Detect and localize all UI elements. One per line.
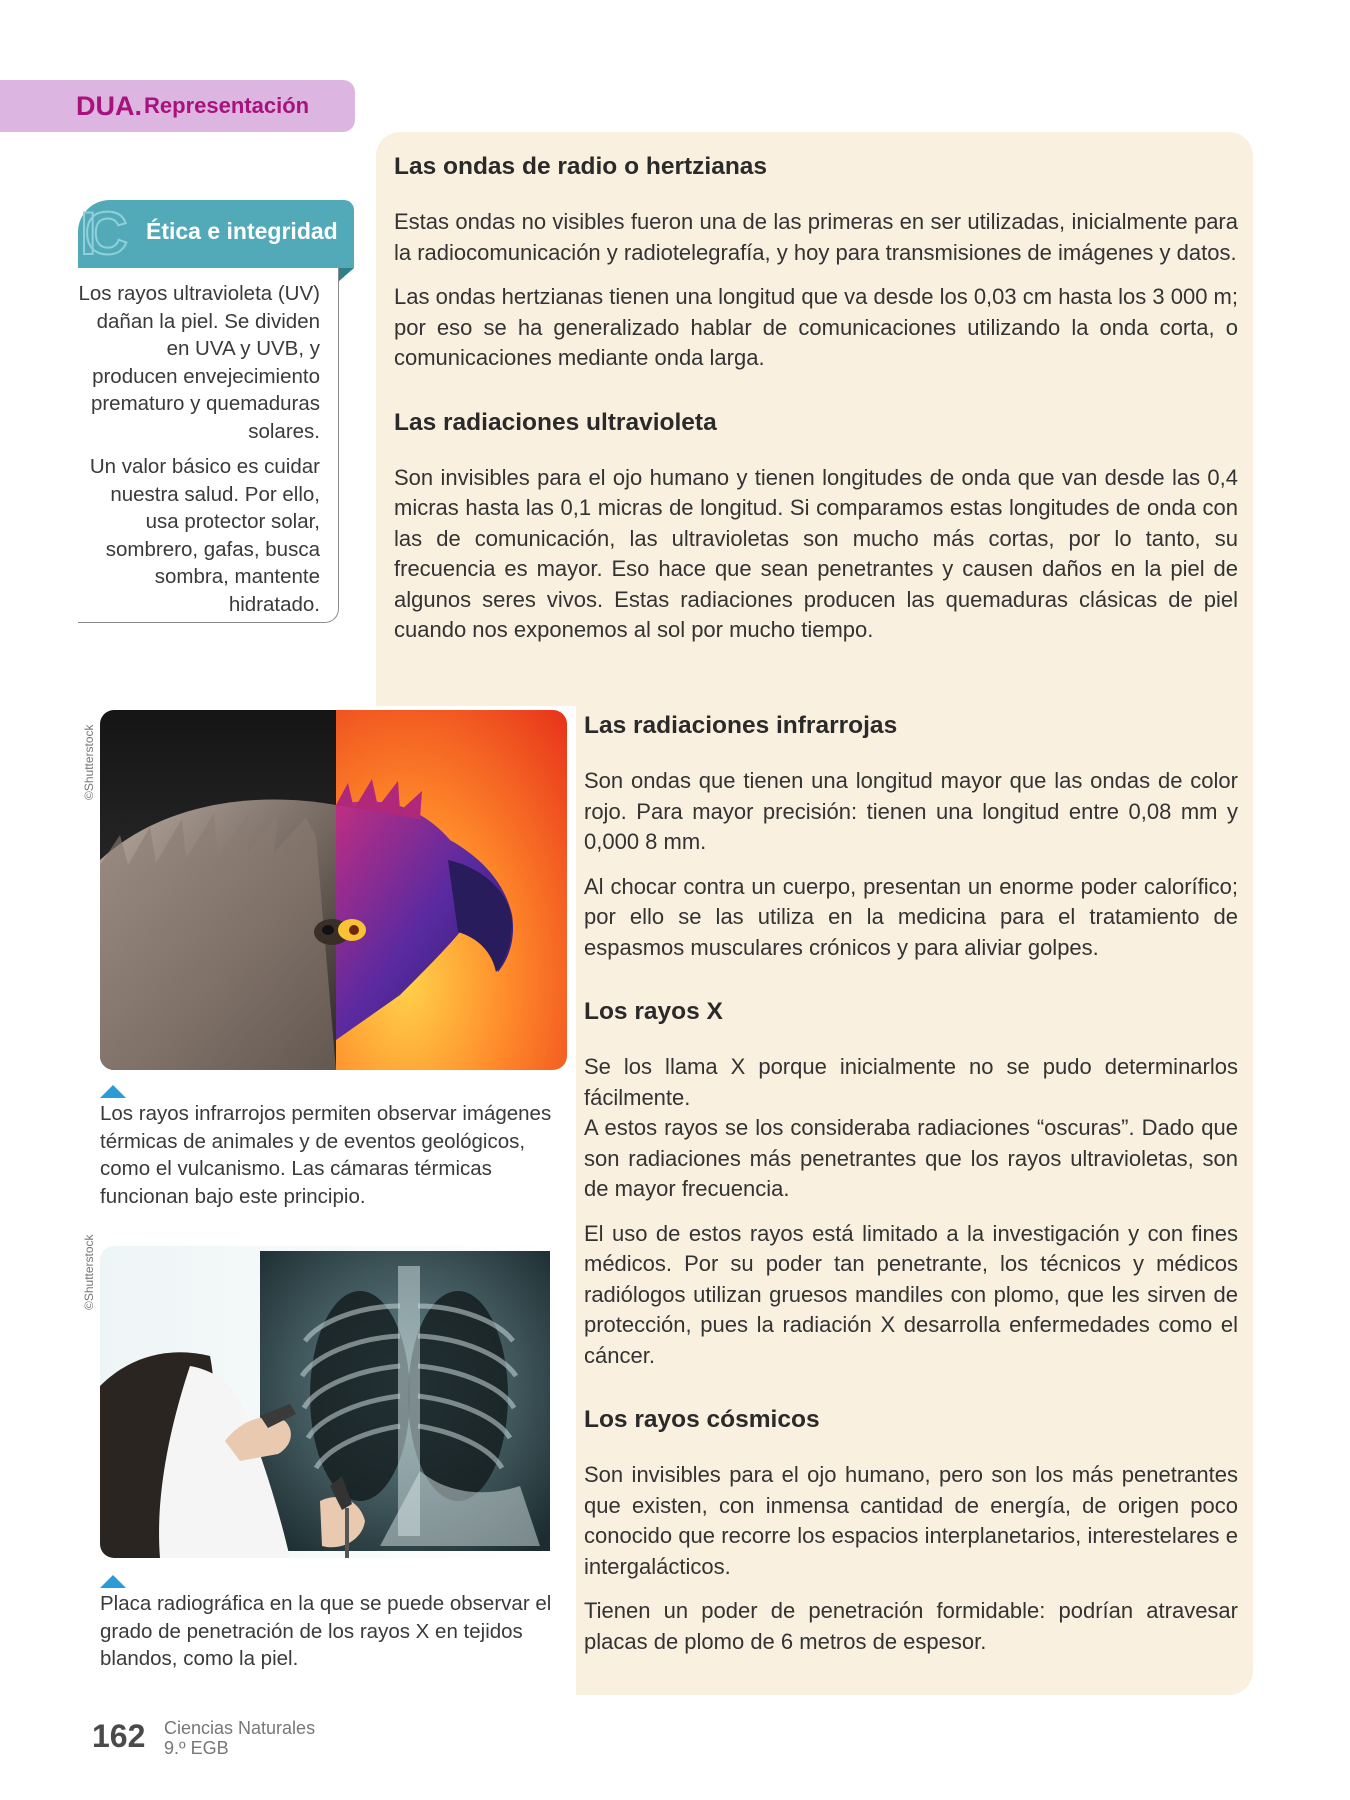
paragraph: Estas ondas no visibles fueron una de las primeras en ser utilizadas, inicialmente para la radiocomunicación y radiotelegrafía, y hoy para transmisiones de imágenes y datos. [394,209,1238,265]
caption-marker-icon [100,1085,126,1098]
section-radio-uv [394,152,1238,660]
etica-fold [338,268,354,282]
eagle-caption: Los rayos infrarrojos permiten observar imágenes térmicas de animales y de eventos geológicos, como el vulcanismo. Las cámaras térmicas funcionan bajo este principio. [100,1102,552,1208]
etica-text [78,280,320,626]
page-number: 162 [92,1718,146,1754]
photo-credit: ©Shutterstock [82,724,96,800]
xray-photo [100,1246,563,1558]
dua-label: DUA [76,90,135,121]
ic-logo-icon: IC [80,200,116,267]
section-ir-xray-cosmic [584,711,1238,1671]
etica-paragraph: Un valor básico es cuidar nuestra salud. Por ello, usa protector solar, sombrero, gafas, busca sombra, mantente hidratado. [89,455,320,616]
paragraph: Las ondas hertzianas tienen una longitud que va desde los 0,03 cm hasta los 3 000 m; por eso se ha generalizado hablar de comunicaciones utilizando la onda corta, o comunicaciones mediante onda larga. [394,284,1238,370]
paragraph: Son invisibles para el ojo humano y tienen longitudes de onda que van desde las 0,4 micras hasta las 0,1 micras de longitud. Si comparamos estas longitudes de onda con las de comunicación, las ultravioletas son mucho más cortas, por lo tanto, su frecuencia es mayor. Eso hace que sean penetrantes y causen daños en la piel de algunos seres vivos. Estas radiaciones producen las quemaduras clásicas de piel cuando nos exponemos al sol por mucho tiempo. [394,464,1238,642]
paragraph: El uso de estos rayos está limitado a la investigación y con fines médicos. Por su poder tan penetrante, los técnicos y médicos radiólogos utilizan gruesos mandiles con plomo, que les sirven de protección, pues la radiación X desarrolla enfermedades como el cáncer. [584,1220,1238,1368]
paragraph: Se los llama X porque inicialmente no se pudo determinarlos fácilmente. [584,1054,1238,1110]
heading-uv: Las radiaciones ultravioleta [394,408,717,436]
paragraph: Tienen un poder de penetración formidable: podrían atravesar placas de plomo de 6 metros de espesor. [584,1598,1238,1654]
etica-title: Ética e integridad [146,218,338,244]
heading-xray: Los rayos X [584,998,723,1025]
dua-subtitle: Representación [144,93,310,118]
caption-marker-icon [100,1575,126,1588]
footer-subject [164,1718,315,1758]
paragraph: A estos rayos se los consideraba radiaciones “oscuras”. Dado que son radiaciones más penetrantes que los rayos ultravioletas, son de mayor frecuencia. [584,1115,1238,1201]
paragraph: Son ondas que tienen una longitud mayor que las ondas de color rojo. Para mayor precisión: tienen una longitud entre 0,08 mm y 0,000 8 mm. [584,768,1238,854]
eagle-thermal-photo [100,710,567,1070]
paragraph: Son invisibles para el ojo humano, pero son los más penetrantes que existen, con inmensa cantidad de energía, de origen poco conocido que recorre los espacios interplanetarios, interestelares e intergalácticos. [584,1462,1238,1579]
etica-paragraph: Los rayos ultravioleta (UV) dañan la piel. Se dividen en UVA y UVB, y producen envejecimiento prematuro y quemaduras solares. [78,282,320,443]
heading-radio: Las ondas de radio o hertzianas [394,153,768,180]
dua-tab [0,80,355,132]
photo-credit: ©Shutterstock [82,1234,96,1310]
dua-dot: . [134,90,143,121]
xray-caption: Placa radiográfica en la que se puede observar el grado de penetración de los rayos X en tejidos blandos, como la piel. [100,1592,552,1670]
heading-ir: Las radiaciones infrarrojas [584,712,898,739]
footer-grade: 9.º EGB [164,1738,229,1758]
paragraph: Al chocar contra un cuerpo, presentan un enorme poder calorífico; por ello se las utiliza en la medicina para el tratamiento de espasmos musculares crónicos y para aliviar golpes. [584,873,1238,960]
heading-cosmic: Los rayos cósmicos [584,1406,820,1433]
footer-subject-name: Ciencias Naturales [164,1718,316,1738]
